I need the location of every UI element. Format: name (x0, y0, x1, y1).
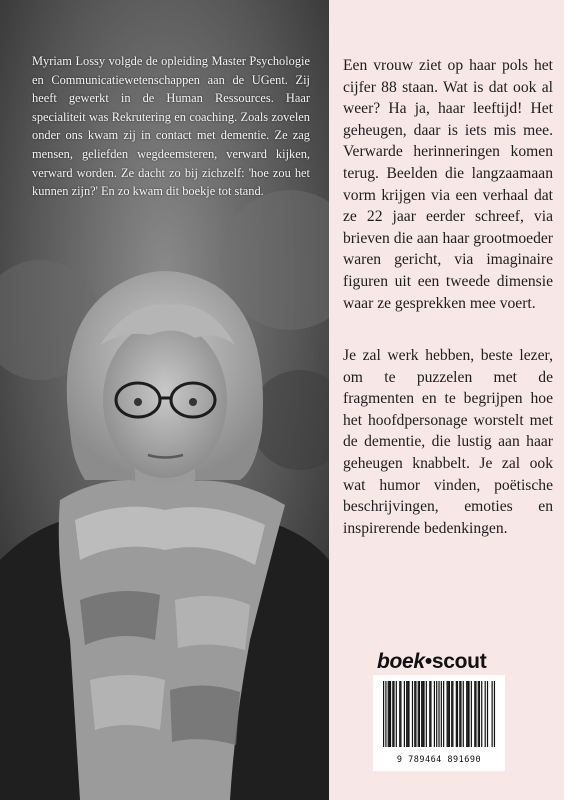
barcode-bar (460, 681, 461, 747)
barcode-bar (468, 681, 469, 747)
isbn-barcode (373, 675, 505, 771)
barcode-bar (426, 681, 427, 747)
barcode-bar (415, 681, 416, 747)
barcode-bar (383, 681, 384, 747)
barcode-bar (487, 681, 488, 747)
barcode-bar (478, 681, 479, 747)
barcode-bar (436, 681, 437, 747)
barcode-bar (449, 681, 450, 747)
publisher-logo-separator: • (424, 650, 432, 673)
barcode-bar (388, 681, 389, 747)
barcode-bar (485, 681, 486, 747)
barcode-bar (406, 681, 407, 747)
barcode-bar (430, 681, 431, 747)
barcode-bar (463, 681, 464, 747)
barcode-bar (419, 681, 420, 747)
blurb-paragraph-1: Een vrouw ziet op haar pols het cijfer 88 staan. Wat is dat ook al weer? Ha ja, haar leeftijd! Het geheugen, daar is iets mis mee. Verwarde herinneringen komen terug. Beelden die langzaamaan vorm krijgen via een verhaal dat ze 22 jaar eerder schreef, via brieven die aan haar grootmoeder waren gericht, via imaginaire figuren uit een tweede dimensie waar ze gesprekken mee voert. (343, 57, 553, 312)
barcode-bar (404, 681, 405, 747)
barcode-bar (418, 681, 419, 747)
barcode-bar (456, 681, 457, 747)
barcode-bar (466, 681, 467, 747)
barcode-bar (412, 681, 413, 747)
barcode-bar (479, 681, 480, 747)
barcode-bar (434, 681, 435, 747)
barcode-bars (373, 675, 505, 755)
barcode-bar (385, 681, 386, 747)
barcode-bar (459, 681, 460, 747)
barcode-bar (451, 681, 452, 747)
barcode-bar (492, 681, 493, 747)
barcode-bar (457, 681, 458, 747)
publisher-logo-part1: boek (377, 650, 425, 673)
barcode-bar (447, 681, 448, 747)
barcode-bar (448, 681, 449, 747)
barcode-bar (407, 681, 408, 747)
barcode-bar (471, 681, 472, 747)
barcode-bar (396, 681, 397, 747)
barcode-bar (438, 681, 439, 747)
barcode-bar (414, 681, 415, 747)
blurb-paragraph-2: Je zal werk hebben, beste lezer, om te puzzelen met de fragmenten en te begrijpen hoe het hoofdpersonage worstelt met de dementie, die lustig aan haar geheugen knabbelt. Je zal ook wat humor vinden, poëtische beschrijvingen, emoties en inspirerende bedenkingen. (343, 347, 553, 537)
barcode-bar (474, 681, 475, 747)
barcode-bar (399, 681, 400, 747)
barcode-bar (393, 681, 394, 747)
barcode-bar (408, 681, 409, 747)
barcode-bar (390, 681, 391, 747)
barcode-bar (422, 681, 423, 747)
barcode-bar (481, 681, 482, 747)
publisher-logo-part2: scout (431, 650, 487, 673)
barcode-bar (467, 681, 468, 747)
author-bio: Myriam Lossy volgde de opleiding Master Psychologie en Communicatiewetenschappen aan de UGent. Zij heeft gewerkt in de Human Ressources. Haar specialiteit was Rekrutering en coaching. Zoals zovelen onder ons kwam zij in contact met dementie. Ze zag mensen, geliefden wegdeemsteren, verward kijken, verward worden. Ze dacht zo bij zichzelf: 'hoe zou het kunnen zijn?' En zo kwam dit boekje tot stand. (32, 54, 310, 199)
barcode-bar (423, 681, 424, 747)
barcode-bar (389, 681, 390, 747)
barcode-bar (392, 681, 393, 747)
barcode-bar (443, 681, 444, 747)
barcode-bar (452, 681, 453, 747)
barcode-bar (475, 681, 476, 747)
barcode-bar (441, 681, 442, 747)
back-cover-panel (329, 0, 564, 800)
barcode-bar (400, 681, 401, 747)
barcode-bar (429, 681, 430, 747)
isbn-number: 9 789464 891690 (396, 755, 482, 765)
barcode-bar (421, 681, 422, 747)
barcode-bar (494, 681, 495, 747)
publisher-logo (377, 650, 517, 674)
